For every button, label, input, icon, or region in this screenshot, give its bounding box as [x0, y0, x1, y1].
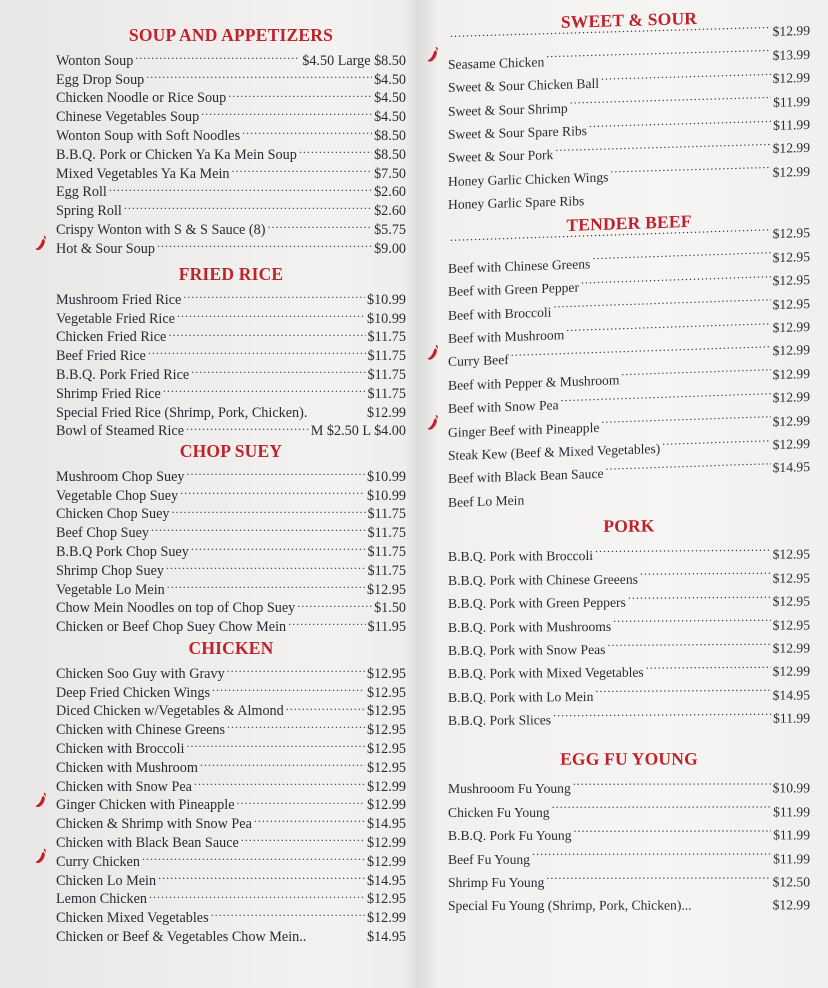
dot-leader	[172, 500, 366, 519]
menu-item-name: Seasame Chicken	[448, 54, 545, 72]
menu-item-price: $10.99	[366, 310, 406, 327]
menu-item-price: $13.99	[772, 46, 810, 63]
menu-item-name: Beef with Broccoli	[448, 304, 552, 323]
menu-item-name: Wonton Soup with Soft Noodles	[56, 127, 241, 144]
menu-item-price: $10.99	[366, 291, 406, 308]
dot-leader	[191, 537, 366, 556]
menu-item-name: Chicken Chop Suey	[56, 506, 170, 523]
menu-item-name: B.B.Q. Pork with Snow Peas	[448, 641, 606, 658]
menu-item-name: Chicken Soo Guy with Gravy	[56, 665, 225, 682]
menu-item-price: $12.99	[772, 663, 810, 680]
section-pork	[448, 513, 810, 729]
menu-item-name: Crispy Wonton with S & S Sauce (8)	[56, 221, 266, 238]
menu-item	[448, 629, 810, 658]
menu-item-price: $11.75	[367, 329, 406, 346]
menu-item	[56, 922, 406, 945]
menu-item-price: $12.99	[772, 23, 810, 40]
menu-item	[56, 791, 406, 814]
menu-item	[448, 840, 810, 867]
menu-item	[448, 606, 810, 635]
menu-item-name: B.B.Q. Pork with Mushrooms	[448, 618, 612, 635]
menu-item-name: Beef with Pepper & Mushroom	[448, 372, 620, 393]
dot-leader	[237, 791, 365, 810]
menu-item-price: $11.99	[773, 710, 810, 726]
menu-item	[56, 809, 406, 833]
menu-item	[56, 556, 406, 579]
dot-leader	[163, 379, 366, 398]
section-heading: TENDER BEEF	[566, 210, 692, 236]
menu-item-price: $11.99	[773, 116, 810, 133]
menu-item-name: B.B.Q Pork Chop Suey	[56, 543, 189, 560]
menu-item	[56, 46, 406, 69]
dot-leader	[157, 234, 372, 253]
menu-item-price: $4.50	[374, 109, 406, 126]
menu-item	[56, 102, 406, 126]
menu-item-price: $14.95	[366, 816, 406, 833]
menu-item-price: $2.60	[374, 184, 406, 201]
chili-pepper-icon	[34, 848, 48, 864]
menu-item	[56, 734, 406, 757]
dot-leader	[613, 606, 770, 630]
menu-item-price: $11.75	[367, 543, 406, 560]
menu-item-name: Special Fried Rice (Shrimp, Pork, Chicken).	[56, 404, 308, 421]
dot-leader	[151, 518, 366, 537]
menu-item	[56, 678, 406, 701]
menu-item-name: Ginger Chicken with Pineapple	[56, 797, 235, 814]
dot-leader	[227, 715, 365, 734]
chili-pepper-icon	[34, 235, 48, 251]
section-fried-rice	[56, 263, 406, 440]
menu-item-price: $11.75	[367, 562, 406, 579]
menu-item	[56, 866, 406, 889]
menu-item-name: Ginger Beef with Pineapple	[448, 419, 600, 440]
dot-leader	[142, 847, 365, 866]
menu-item-price: $11.75	[367, 366, 406, 383]
menu-item	[448, 652, 810, 682]
menu-item-price: $12.95	[366, 684, 406, 701]
chili-pepper-icon	[426, 47, 440, 63]
menu-item-name: B.B.Q. Pork Fu Young	[448, 827, 572, 844]
menu-item	[448, 769, 810, 797]
menu-item-name: Lemon Chicken	[56, 891, 148, 908]
menu-item	[56, 215, 406, 238]
menu-item	[448, 676, 810, 705]
menu-item-price: $8.50	[374, 127, 406, 144]
menu-item-name: Chicken with Chinese Greens	[56, 722, 226, 739]
menu-item-name: Egg Roll	[56, 184, 107, 201]
menu-item-price: $14.95	[772, 459, 810, 476]
menu-item	[448, 863, 810, 890]
menu-item	[56, 323, 406, 346]
menu-item-price: $12.99	[772, 389, 810, 406]
menu-item-price: $4.50	[374, 90, 406, 107]
dot-leader	[286, 697, 365, 716]
dot-leader	[628, 583, 771, 607]
menu-item-name: Mushrooom Fu Young	[448, 781, 571, 797]
menu-item-name: Chicken with Black Bean Sauce	[56, 834, 239, 851]
item-list	[56, 285, 406, 440]
menu-item-name: Beef with Mushroom	[448, 327, 565, 346]
item-list	[56, 462, 406, 636]
menu-item-price: $12.99	[366, 834, 406, 851]
section-heading: SWEET & SOUR	[560, 8, 698, 32]
menu-item-price: $4.50	[374, 71, 406, 88]
menu-item-price: $12.95	[366, 722, 406, 739]
dot-leader	[149, 885, 365, 904]
section-heading: CHICKEN	[188, 638, 274, 658]
menu-item-name: Chicken with Snow Pea	[56, 778, 192, 795]
menu-item	[56, 178, 406, 201]
menu-item-name: Diced Chicken w/Vegetables & Almond	[56, 703, 284, 720]
section-heading: SOUP AND APPETIZERS	[128, 25, 334, 45]
menu-item-price: $12.99	[366, 797, 406, 814]
menu-item-price: $12.99	[772, 342, 810, 359]
menu-item-name: Chicken Fu Young	[448, 804, 550, 820]
menu-item-name: Chicken or Beef & Vegetables Chow Mein..	[56, 928, 307, 945]
menu-item	[56, 575, 406, 598]
menu-item-name: Honey Garlic Spare Ribs	[448, 193, 585, 213]
menu-item-name: Steak Kew (Beef & Mixed Vegetables)	[448, 440, 661, 463]
menu-item	[56, 159, 406, 182]
dot-leader	[124, 196, 372, 215]
dot-leader	[186, 734, 365, 753]
dot-leader	[552, 793, 772, 817]
menu-item-price: $12.95	[772, 570, 810, 586]
menu-item-name: B.B.Q. Pork with Lo Mein	[448, 688, 594, 705]
menu-item-name: B.B.Q. Pork Slices	[448, 712, 552, 729]
menu-item-name: Wonton Soup	[56, 52, 134, 69]
dot-leader	[211, 903, 365, 922]
dot-leader	[607, 629, 770, 654]
menu-item	[56, 537, 406, 560]
menu-item-name: Mixed Vegetables Ya Ka Mein	[56, 165, 230, 182]
menu-item-price: $12.95	[772, 617, 810, 633]
dot-leader	[183, 285, 365, 304]
menu-item-name: Chicken Fried Rice	[56, 329, 167, 346]
menu-item-price: $12.99	[772, 412, 810, 429]
menu-item-name: Sweet & Sour Spare Ribs	[448, 123, 587, 142]
menu-item-name: Chinese Vegetables Soup	[56, 109, 200, 126]
menu-item-price: $12.95	[772, 248, 810, 266]
dot-leader	[148, 341, 366, 360]
dot-leader	[177, 304, 365, 323]
menu-item-price: $12.99	[772, 365, 810, 382]
menu-item-price: $1.50	[374, 600, 406, 617]
menu-item-name: Chicken & Shrimp with Snow Pea	[56, 816, 252, 833]
menu-item-name: B.B.Q. Pork with Mixed Vegetables	[448, 664, 644, 682]
menu-item	[56, 196, 406, 220]
menu-item	[56, 500, 406, 523]
menu-item-price: $14.95	[366, 928, 406, 945]
menu-item	[56, 594, 406, 617]
section-heading: CHOP SUEY	[179, 441, 283, 461]
dot-leader	[194, 772, 365, 791]
menu-item-price: $11.99	[773, 850, 810, 866]
menu-item-price: $11.95	[367, 619, 406, 636]
menu-item-price: $12.99	[772, 640, 810, 656]
menu-item-price: $11.75	[367, 506, 406, 523]
menu-item-price: $8.50	[374, 146, 406, 163]
dot-leader	[595, 536, 771, 561]
chili-pepper-icon	[426, 344, 440, 360]
menu-item-name: Sweet & Sour Shrimp	[448, 100, 568, 119]
menu-item	[56, 753, 406, 776]
menu-item	[56, 828, 406, 851]
menu-item-name: Beef Chop Suey	[56, 525, 149, 542]
menu-item-price: $11.75	[367, 525, 406, 542]
item-list	[448, 769, 810, 914]
dot-leader	[167, 575, 365, 594]
menu-item-name: B.B.Q. Pork with Chinese Greeens	[448, 571, 638, 588]
dot-leader	[242, 121, 372, 140]
menu-item-price: $12.95	[772, 593, 810, 609]
menu-item-price: $10.99	[366, 468, 406, 485]
dot-leader	[158, 866, 365, 885]
menu-item-name: Spring Roll	[56, 203, 122, 220]
menu-item-name: Beef with Snow Pea	[448, 397, 559, 417]
dot-leader	[200, 753, 365, 772]
menu-item-price: $12.99	[772, 435, 810, 453]
menu-item-price: $12.99	[772, 140, 810, 157]
menu-item	[448, 793, 810, 820]
section-chicken	[56, 637, 406, 945]
dot-leader	[180, 481, 365, 500]
menu-item-price: $12.95	[366, 665, 406, 682]
section-heading: FRIED RICE	[178, 264, 284, 284]
menu-item-name: Sweet & Sour Chicken Ball	[448, 75, 600, 96]
dot-leader	[254, 809, 365, 828]
menu-item-price: $12.95	[772, 546, 810, 563]
menu-item-name: Chicken Mixed Vegetables	[56, 910, 209, 927]
menu-item	[56, 697, 406, 720]
section-egg-fu-young	[448, 747, 810, 914]
menu-item-price: $12.99	[366, 404, 406, 421]
menu-item	[56, 847, 406, 870]
dot-leader	[297, 594, 372, 613]
dot-leader	[546, 863, 770, 887]
menu-item-price: $12.95	[772, 225, 810, 242]
menu-item-name: Beef with Black Bean Sauce	[448, 466, 604, 487]
menu-item-name: Beef Lo Mein	[448, 492, 525, 510]
menu-item	[448, 559, 810, 588]
chili-pepper-icon	[34, 792, 48, 808]
menu-item-name: Beef Fu Young	[448, 851, 530, 867]
menu-item-name: Shrimp Chop Suey	[56, 562, 164, 579]
dot-leader	[135, 46, 300, 65]
dot-leader	[228, 84, 372, 103]
menu-item-name: Chicken or Beef Chop Suey Chow Mein	[56, 619, 287, 636]
menu-item-price: $12.95	[366, 581, 406, 598]
menu-item-price: $9.00	[374, 240, 406, 257]
section-tender-beef	[448, 206, 810, 510]
menu-item	[56, 715, 406, 739]
menu-item	[56, 140, 406, 163]
menu-item	[56, 885, 406, 908]
dot-leader	[299, 140, 372, 159]
dot-leader	[186, 462, 365, 481]
menu-item-price: $12.99	[772, 163, 810, 180]
menu-item	[56, 360, 406, 383]
menu-item-price: M $2.50 L $4.00	[310, 423, 406, 440]
menu-item-name: Mushroom Fried Rice	[56, 291, 182, 308]
dot-leader	[227, 659, 365, 678]
menu-item	[448, 816, 810, 844]
dot-leader	[241, 828, 365, 847]
menu-item-price: $14.95	[772, 687, 810, 703]
menu-item-name: Curry Chicken	[56, 853, 140, 870]
menu-item-name: B.B.Q. Pork with Broccoli	[448, 548, 593, 565]
menu-item-price: $10.99	[772, 780, 810, 796]
menu-item-price: $5.75	[374, 221, 406, 238]
menu-item-price: $12.50	[772, 874, 810, 890]
menu-item	[56, 398, 406, 421]
menu-item-name: Hot & Sour Soup	[56, 240, 155, 257]
menu-item-name: Chicken Lo Mein	[56, 872, 157, 889]
menu-item-price: $11.99	[773, 93, 810, 110]
menu-item-name: Chicken with Mushroom	[56, 759, 198, 776]
menu-item-price: $12.95	[366, 891, 406, 908]
menu-item	[56, 234, 406, 257]
section-soup	[56, 24, 406, 257]
menu-item-name: Sweet & Sour Pork	[448, 147, 554, 166]
dot-leader	[574, 816, 772, 840]
menu-item	[448, 535, 810, 565]
menu-item-name: Egg Drop Soup	[56, 71, 145, 88]
dot-leader	[640, 559, 771, 583]
menu-item-price: $11.99	[773, 804, 810, 820]
chili-pepper-icon	[426, 414, 440, 430]
menu-item	[448, 699, 810, 729]
menu-item-name: Beef with Green Pepper	[448, 279, 579, 300]
menu-item-price: $12.95	[366, 740, 406, 757]
menu-item-price: $12.95	[772, 295, 810, 312]
menu-item-name: Shrimp Fried Rice	[56, 385, 161, 402]
menu-item-name: Vegetable Fried Rice	[56, 310, 175, 327]
menu-item-name: Chicken Noodle or Rice Soup	[56, 90, 227, 107]
menu-item-price: $12.99	[772, 318, 810, 336]
item-list	[448, 214, 810, 510]
menu-item-price: $11.99	[773, 827, 810, 843]
dot-leader	[288, 612, 365, 631]
item-list	[56, 46, 406, 257]
menu-item	[56, 379, 406, 402]
menu-item	[56, 481, 406, 504]
menu-item-name: Vegetable Lo Mein	[56, 581, 165, 598]
menu-item-price: $12.95	[366, 759, 406, 776]
item-list	[448, 12, 810, 213]
menu-item-name: B.B.Q. Pork or Chicken Ya Ka Mein Soup	[56, 146, 297, 163]
menu-item-price: $12.99	[772, 70, 810, 87]
menu-item-name: B.B.Q. Pork with Green Peppers	[448, 594, 626, 612]
menu-item-price: $12.99	[366, 853, 406, 870]
menu-item	[56, 518, 406, 542]
menu-item	[56, 462, 406, 485]
dot-leader	[646, 653, 771, 677]
menu-item-price: $4.50 Large $8.50	[302, 52, 406, 69]
section-heading: PORK	[603, 515, 655, 536]
menu-item-price: $7.50	[374, 165, 406, 182]
dot-leader	[267, 215, 372, 234]
dot-leader	[166, 556, 366, 575]
dot-leader	[186, 417, 309, 436]
menu-item-name: Bowl of Steamed Rice	[56, 423, 185, 440]
dot-leader	[573, 769, 771, 793]
menu-item-name: Chow Mein Noodles on top of Chop Suey	[56, 600, 296, 617]
dot-leader	[532, 840, 771, 864]
menu-item-price: $11.75	[367, 348, 406, 365]
menu-item-name: Shrimp Fu Young	[448, 874, 545, 890]
section-sweet-sour	[448, 4, 810, 213]
menu-item	[56, 903, 406, 927]
dot-leader	[595, 676, 770, 701]
dot-leader	[168, 323, 365, 342]
menu-item	[56, 304, 406, 327]
dot-leader	[146, 65, 372, 84]
menu-item	[56, 612, 406, 636]
section-chop-suey	[56, 440, 406, 636]
menu-item	[56, 65, 406, 88]
menu-item	[448, 582, 810, 612]
menu-item-name: Curry Beef	[448, 352, 509, 370]
item-list	[448, 535, 810, 729]
dot-leader	[553, 699, 771, 724]
menu-item-price: $12.99	[366, 778, 406, 795]
dot-leader	[191, 360, 365, 379]
menu-item-price: $10.99	[366, 487, 406, 504]
menu-item-name: Beef with Chinese Greens	[448, 256, 591, 276]
dot-leader	[201, 102, 372, 121]
menu-item	[56, 659, 406, 682]
menu-item-price: $12.95	[366, 703, 406, 720]
menu-item	[448, 886, 810, 914]
menu-item	[56, 417, 406, 440]
dot-leader	[212, 678, 365, 697]
section-heading: EGG FU YOUNG	[560, 748, 698, 769]
menu-item-name: Deep Fried Chicken Wings	[56, 684, 211, 701]
menu-item-name: Chicken with Broccoli	[56, 740, 185, 757]
menu-item	[56, 84, 406, 107]
menu-item-price: $2.60	[374, 203, 406, 220]
menu-item-price: $14.95	[366, 872, 406, 889]
menu-item	[56, 772, 406, 795]
menu-item	[56, 285, 406, 308]
menu-item	[56, 121, 406, 144]
menu-item-price: $11.75	[367, 385, 406, 402]
menu-item-name: Special Fu Young (Shrimp, Pork, Chicken)...	[448, 897, 692, 914]
menu-item	[56, 341, 406, 365]
dot-leader	[109, 178, 372, 197]
item-list	[56, 659, 406, 945]
menu-item-price: $12.95	[772, 272, 810, 289]
dot-leader	[232, 159, 373, 178]
menu-item-price: $12.99	[366, 910, 406, 927]
menu-item-name: Vegetable Chop Suey	[56, 487, 179, 504]
menu-item-name: Beef Fried Rice	[56, 348, 146, 365]
menu-item-name: B.B.Q. Pork Fried Rice	[56, 366, 190, 383]
menu-item-name: Honey Garlic Chicken Wings	[448, 169, 609, 189]
menu-item-price: $12.99	[772, 897, 810, 913]
menu-item-name: Mushroom Chop Suey	[56, 468, 185, 485]
